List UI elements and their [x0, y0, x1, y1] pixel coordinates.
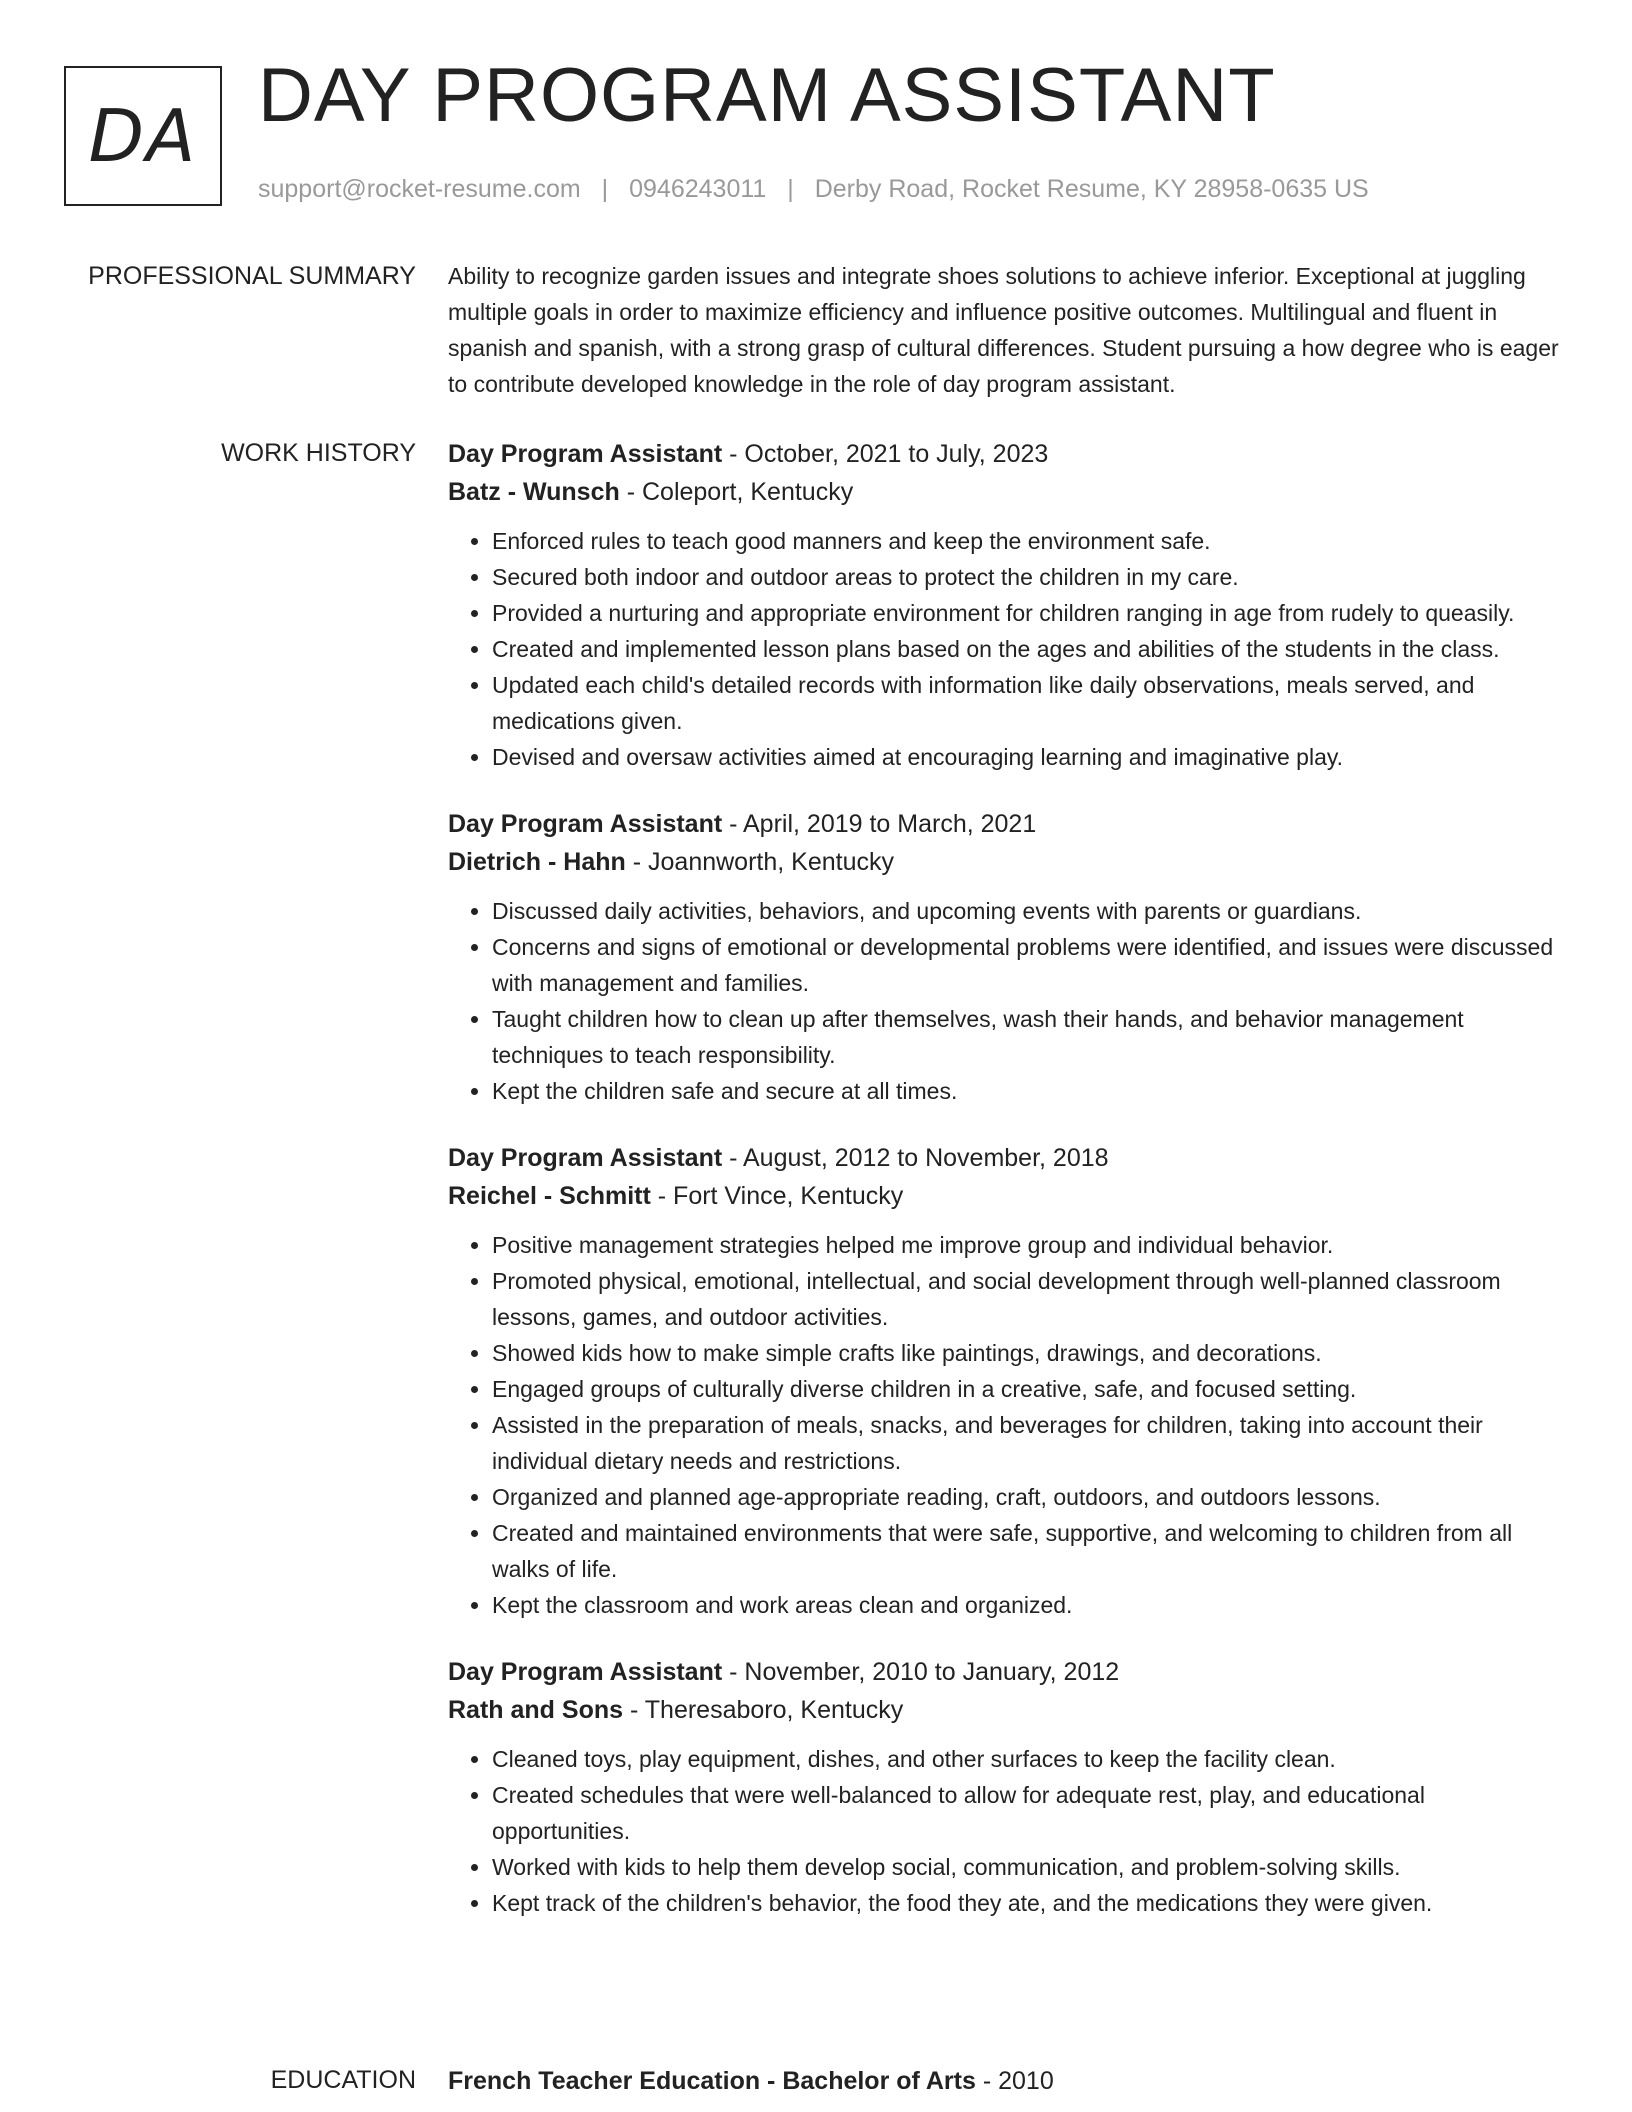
duty-item: • Engaged groups of culturally diverse children in a creative, safe, and focused setting. [492, 1371, 1568, 1407]
job-location: - Theresaboro, Kentucky [623, 1696, 904, 1724]
job-title-line [448, 805, 1568, 843]
summary-heading: PROFESSIONAL SUMMARY [88, 262, 416, 290]
duty-item: • Enforced rules to teach good manners and keep the environment safe. [492, 523, 1568, 559]
summary-text: Ability to recognize garden issues and integrate shoes solutions to achieve inferior. Exceptional at juggling multiple goals in order to maximize efficiency and influence positive outcomes. Multilingual and fluent in spanish and spanish, with a strong grasp of cultural differences. Student pursuing a how degree who is eager to contribute developed knowledge in the role of day program assistant. [448, 263, 1559, 397]
job-duties [448, 893, 1568, 1109]
job-duties [448, 523, 1568, 775]
job-title: Day Program Assistant [448, 1658, 723, 1686]
duty-item: • Showed kids how to make simple crafts like paintings, drawings, and decorations. [492, 1335, 1568, 1371]
job-title: Day Program Assistant [448, 810, 723, 838]
job-duties [448, 1227, 1568, 1623]
contact-separator: | [787, 175, 794, 203]
resume-title: DAY PROGRAM ASSISTANT [258, 53, 1276, 138]
job-location: - Joannworth, Kentucky [625, 848, 894, 876]
monogram-initials: DA [88, 94, 198, 178]
job-company-line [448, 1177, 1568, 1215]
job-dates: - August, 2012 to November, 2018 [722, 1144, 1109, 1172]
contact-separator: | [601, 175, 609, 203]
contact-phone: 0946243011 [629, 175, 767, 203]
job-company-line [448, 473, 1568, 511]
monogram-box [64, 66, 222, 206]
job-entry [448, 805, 1568, 1109]
job-dates: - November, 2010 to January, 2012 [722, 1658, 1120, 1686]
work-history-list [448, 435, 1568, 1951]
job-title-line [448, 1653, 1568, 1691]
duty-item: • Provided a nurturing and appropriate environment for children ranging in age from rudely to queasily. [492, 595, 1568, 631]
duty-item: • Worked with kids to help them develop social, communication, and problem-solving skills. [492, 1849, 1568, 1885]
duty-item: • Kept the children safe and secure at all times. [492, 1073, 1568, 1109]
job-location: - Fort Vince, Kentucky [650, 1182, 904, 1210]
contact-line [258, 175, 1369, 204]
job-title-line [448, 435, 1568, 473]
job-title: Day Program Assistant [448, 1144, 723, 1172]
duty-item: • Updated each child's detailed records with information like daily observations, meals served, and medications given. [492, 667, 1568, 739]
job-company: Reichel - Schmitt [448, 1182, 651, 1210]
education-year: - 2010 [975, 2067, 1054, 2095]
duty-item: • Taught children how to clean up after themselves, wash their hands, and behavior management techniques to teach responsibility. [492, 1001, 1568, 1073]
duty-item: • Kept the classroom and work areas clean and organized. [492, 1587, 1568, 1623]
job-company-line [448, 1691, 1568, 1729]
duty-item: • Cleaned toys, play equipment, dishes, and other surfaces to keep the facility clean. [492, 1741, 1568, 1777]
duty-item: • Created and maintained environments that were safe, supportive, and welcoming to children from all walks of life. [492, 1515, 1568, 1587]
work-history-heading: WORK HISTORY [221, 439, 416, 467]
job-duties [448, 1741, 1568, 1921]
duty-item: • Created schedules that were well-balanced to allow for adequate rest, play, and educational opportunities. [492, 1777, 1568, 1849]
job-entry [448, 1139, 1568, 1623]
education-heading: EDUCATION [270, 2066, 416, 2094]
job-dates: - April, 2019 to March, 2021 [722, 810, 1037, 838]
education-degree: French Teacher Education - Bachelor of Arts [448, 2067, 976, 2095]
job-entry [448, 435, 1568, 775]
job-company-line [448, 843, 1568, 881]
job-entry [448, 1653, 1568, 1921]
duty-item: • Kept track of the children's behavior, the food they ate, and the medications they were given. [492, 1885, 1568, 1921]
duty-item: • Secured both indoor and outdoor areas to protect the children in my care. [492, 559, 1568, 595]
job-location: - Coleport, Kentucky [619, 478, 854, 506]
duty-item: • Devised and oversaw activities aimed at encouraging learning and imaginative play. [492, 739, 1568, 775]
job-title: Day Program Assistant [448, 440, 723, 468]
job-dates: - October, 2021 to July, 2023 [722, 440, 1049, 468]
job-company: Batz - Wunsch [448, 478, 620, 506]
duty-item: • Organized and planned age-appropriate reading, craft, outdoors, and outdoors lessons. [492, 1479, 1568, 1515]
job-company: Rath and Sons [448, 1696, 624, 1724]
job-company: Dietrich - Hahn [448, 848, 626, 876]
contact-email: support@rocket-resume.com [258, 175, 581, 203]
duty-item: • Assisted in the preparation of meals, snacks, and beverages for children, taking into account their individual dietary needs and restrictions. [492, 1407, 1568, 1479]
duty-item: • Discussed daily activities, behaviors, and upcoming events with parents or guardians. [492, 893, 1568, 929]
duty-item: • Created and implemented lesson plans based on the ages and abilities of the students in the class. [492, 631, 1568, 667]
duty-item: • Positive management strategies helped me improve group and individual behavior. [492, 1227, 1568, 1263]
job-title-line [448, 1139, 1568, 1177]
duty-item: • Promoted physical, emotional, intellectual, and social development through well-planned classroom lessons, games, and outdoor activities. [492, 1263, 1568, 1335]
duty-item: • Concerns and signs of emotional or developmental problems were identified, and issues were discussed with management and families. [492, 929, 1568, 1001]
education-degree-line [448, 2062, 1568, 2100]
contact-address: Derby Road, Rocket Resume, KY 28958-0635 US [814, 175, 1369, 203]
